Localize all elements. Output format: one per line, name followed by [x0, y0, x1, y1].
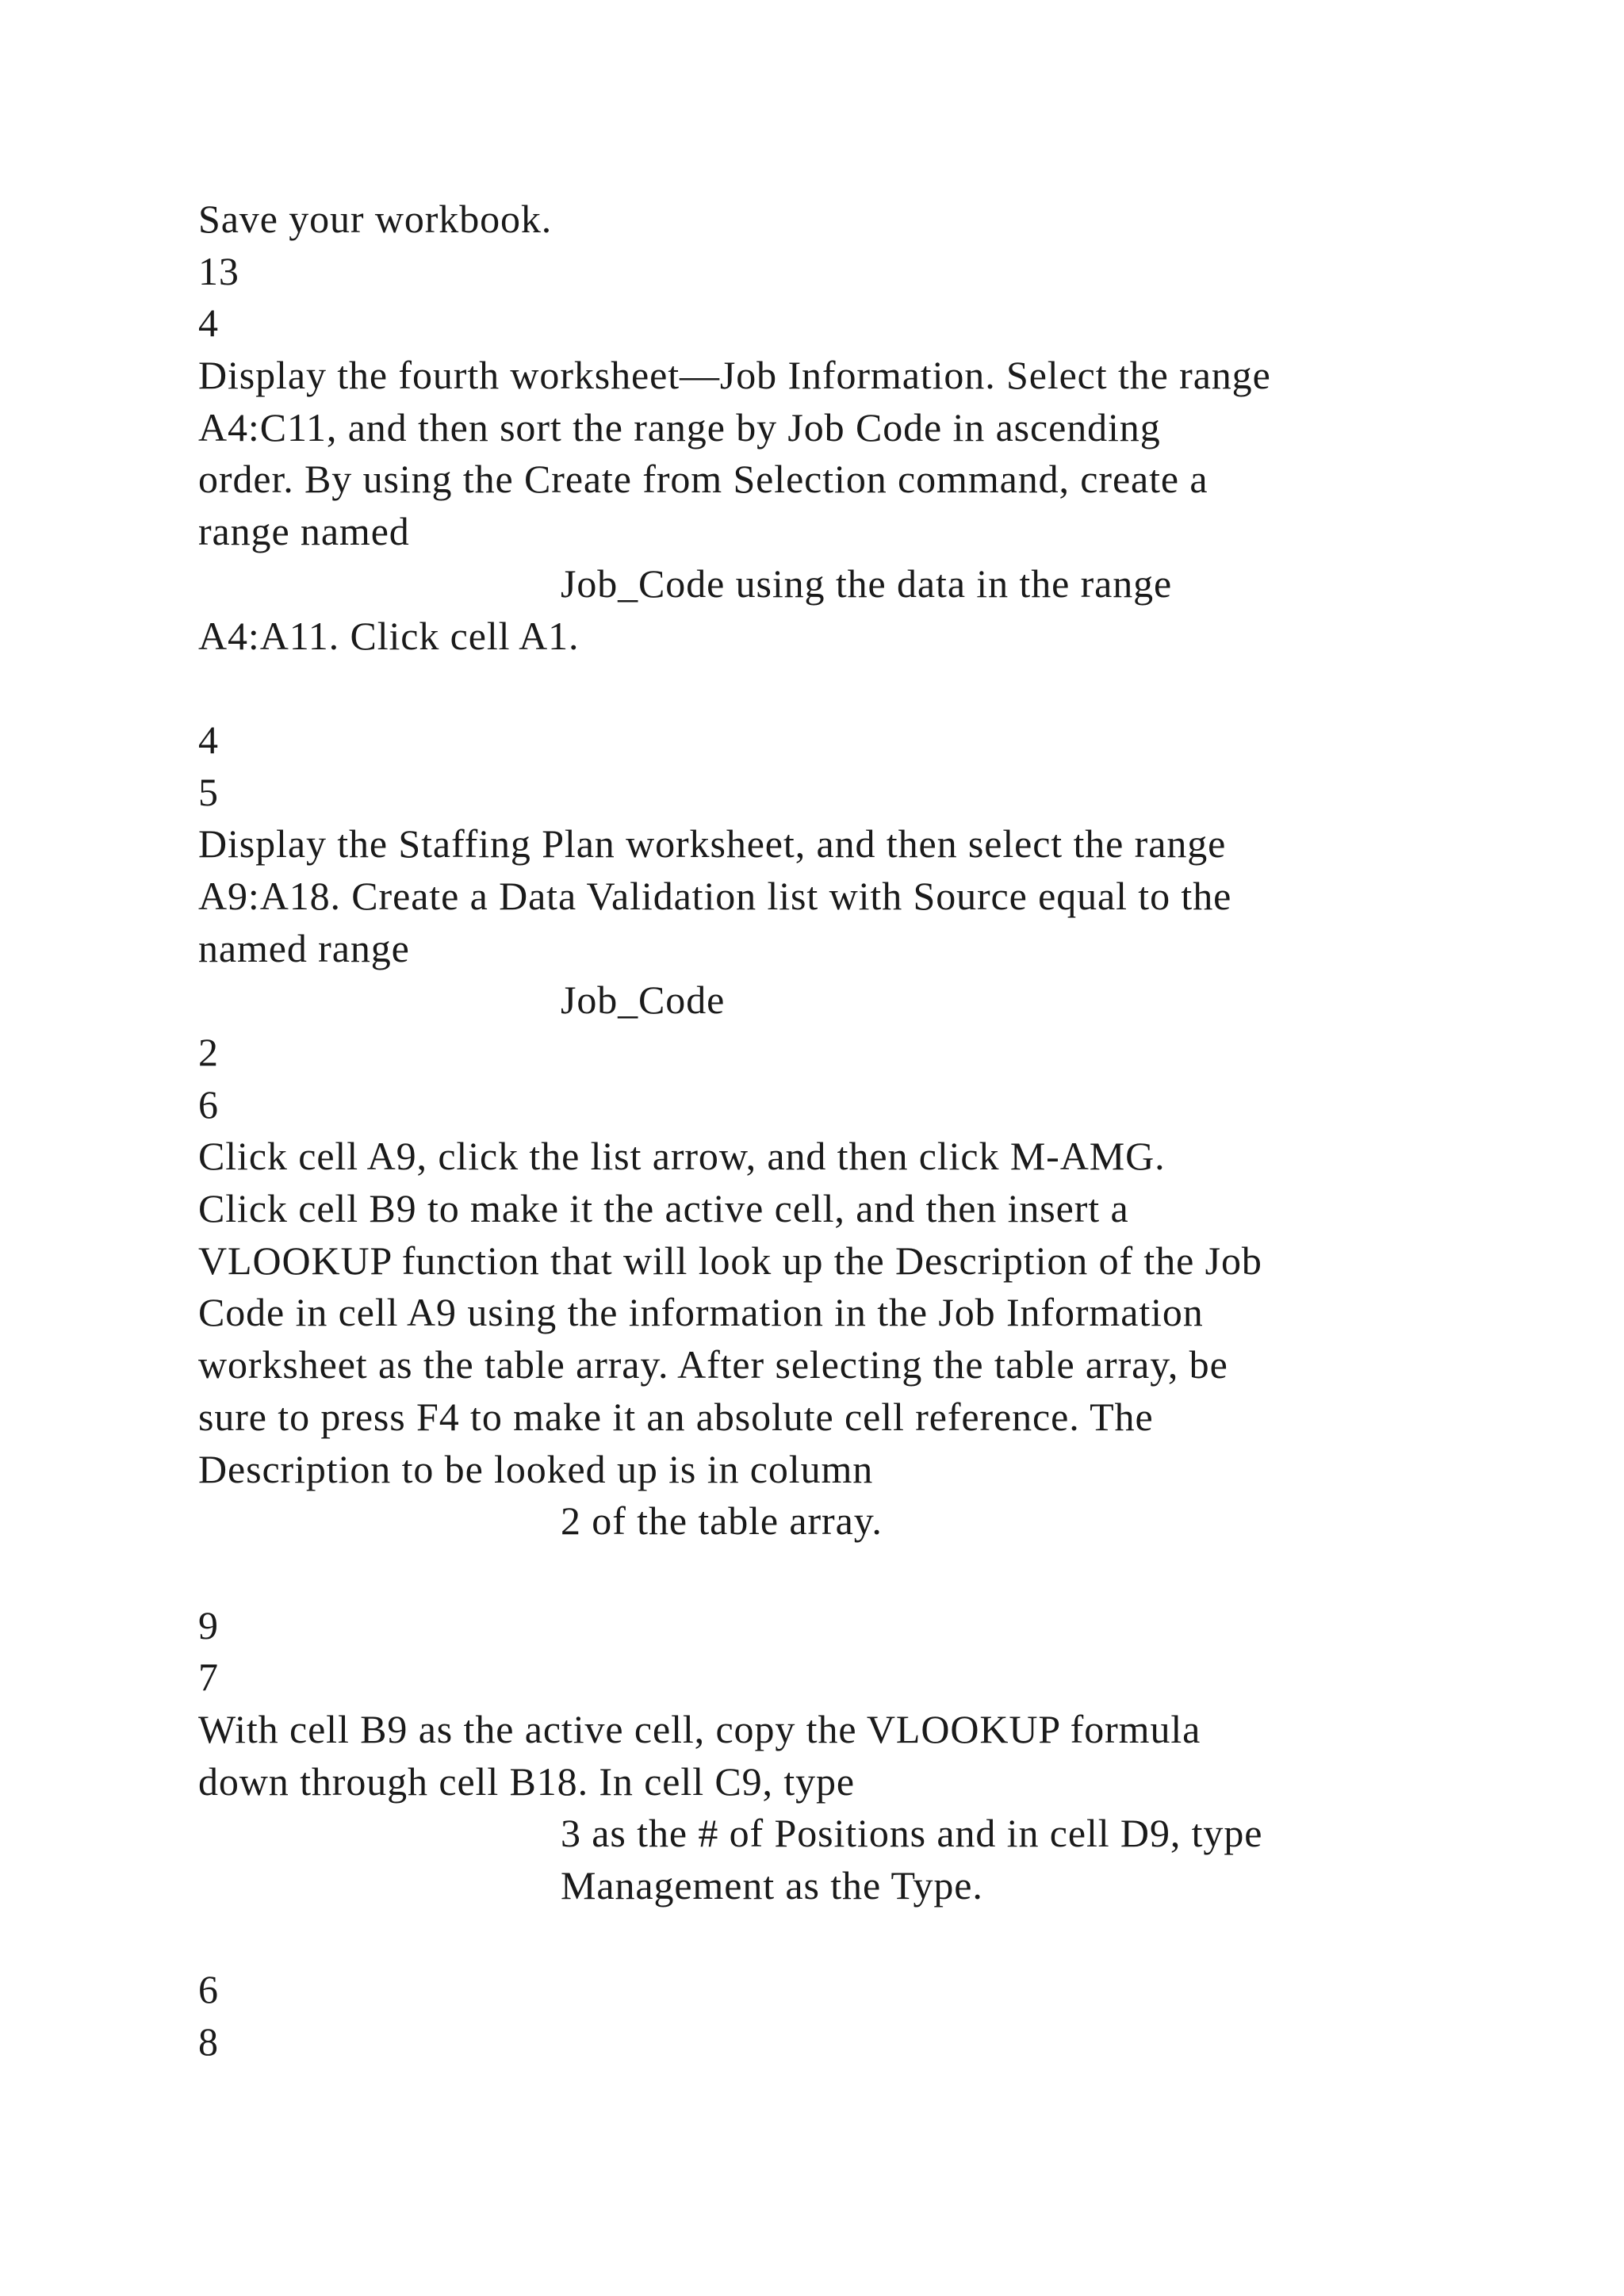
text-line: Description to be looked up is in column [198, 1446, 874, 1491]
blank-line [198, 662, 1515, 714]
text-line: 2 [198, 1030, 219, 1074]
text-line: 4 [198, 300, 219, 346]
text-line: 6 [198, 1081, 219, 1127]
text-line: VLOOKUP function that will look up the Description of the Job [198, 1238, 1262, 1283]
text-line: order. By using the Create from Selection command, create a [198, 457, 1208, 502]
text-line: Management as the Type. [561, 1863, 983, 1908]
text-line: Job_Code [561, 978, 726, 1023]
text-line: Job_Code using the data in the range [561, 561, 1173, 606]
text-line: Code in cell A9 using the information in the Job Information [198, 1290, 1204, 1335]
document-text [198, 193, 1515, 2068]
text-line: 5 [198, 769, 219, 814]
text-line: sure to press F4 to make it an absolute cell reference. The [198, 1394, 1154, 1439]
text-line: 13 [198, 248, 239, 293]
blank-line [198, 1548, 1515, 1600]
text-line: 8 [198, 2019, 219, 2064]
text-line: Click cell A9, click the list arrow, and then click M-AMG. [198, 1134, 1166, 1179]
text-line: Display the fourth worksheet—Job Information. Select the range [198, 353, 1271, 398]
blank-line [198, 1912, 1515, 1965]
text-line: 4 [198, 717, 219, 762]
text-line: named range [198, 925, 410, 970]
text-line: range named [198, 509, 410, 554]
text-line: down through cell B18. In cell C9, type [198, 1758, 856, 1804]
text-line: With cell B9 as the active cell, copy the VLOOKUP formula [198, 1706, 1201, 1751]
text-line: 9 [198, 1602, 219, 1647]
text-line: A4:A11. Click cell A1. [198, 613, 580, 658]
text-line: 2 of the table array. [561, 1498, 883, 1544]
text-line: 6 [198, 1967, 219, 2012]
text-line: 7 [198, 1655, 219, 1700]
text-line: Click cell B9 to make it the active cell, and then insert a [198, 1186, 1129, 1231]
text-line: A4:C11, and then sort the range by Job Code in ascending [198, 404, 1161, 450]
text-line: Display the Staffing Plan worksheet, and then select the range [198, 821, 1227, 867]
text-line: Save your workbook. [198, 197, 553, 241]
text-line: 3 as the # of Positions and in cell D9, type [561, 1811, 1263, 1856]
text-line: A9:A18. Create a Data Validation list with Source equal to the [198, 873, 1232, 918]
text-line: worksheet as the table array. After selecting the table array, be [198, 1342, 1228, 1387]
